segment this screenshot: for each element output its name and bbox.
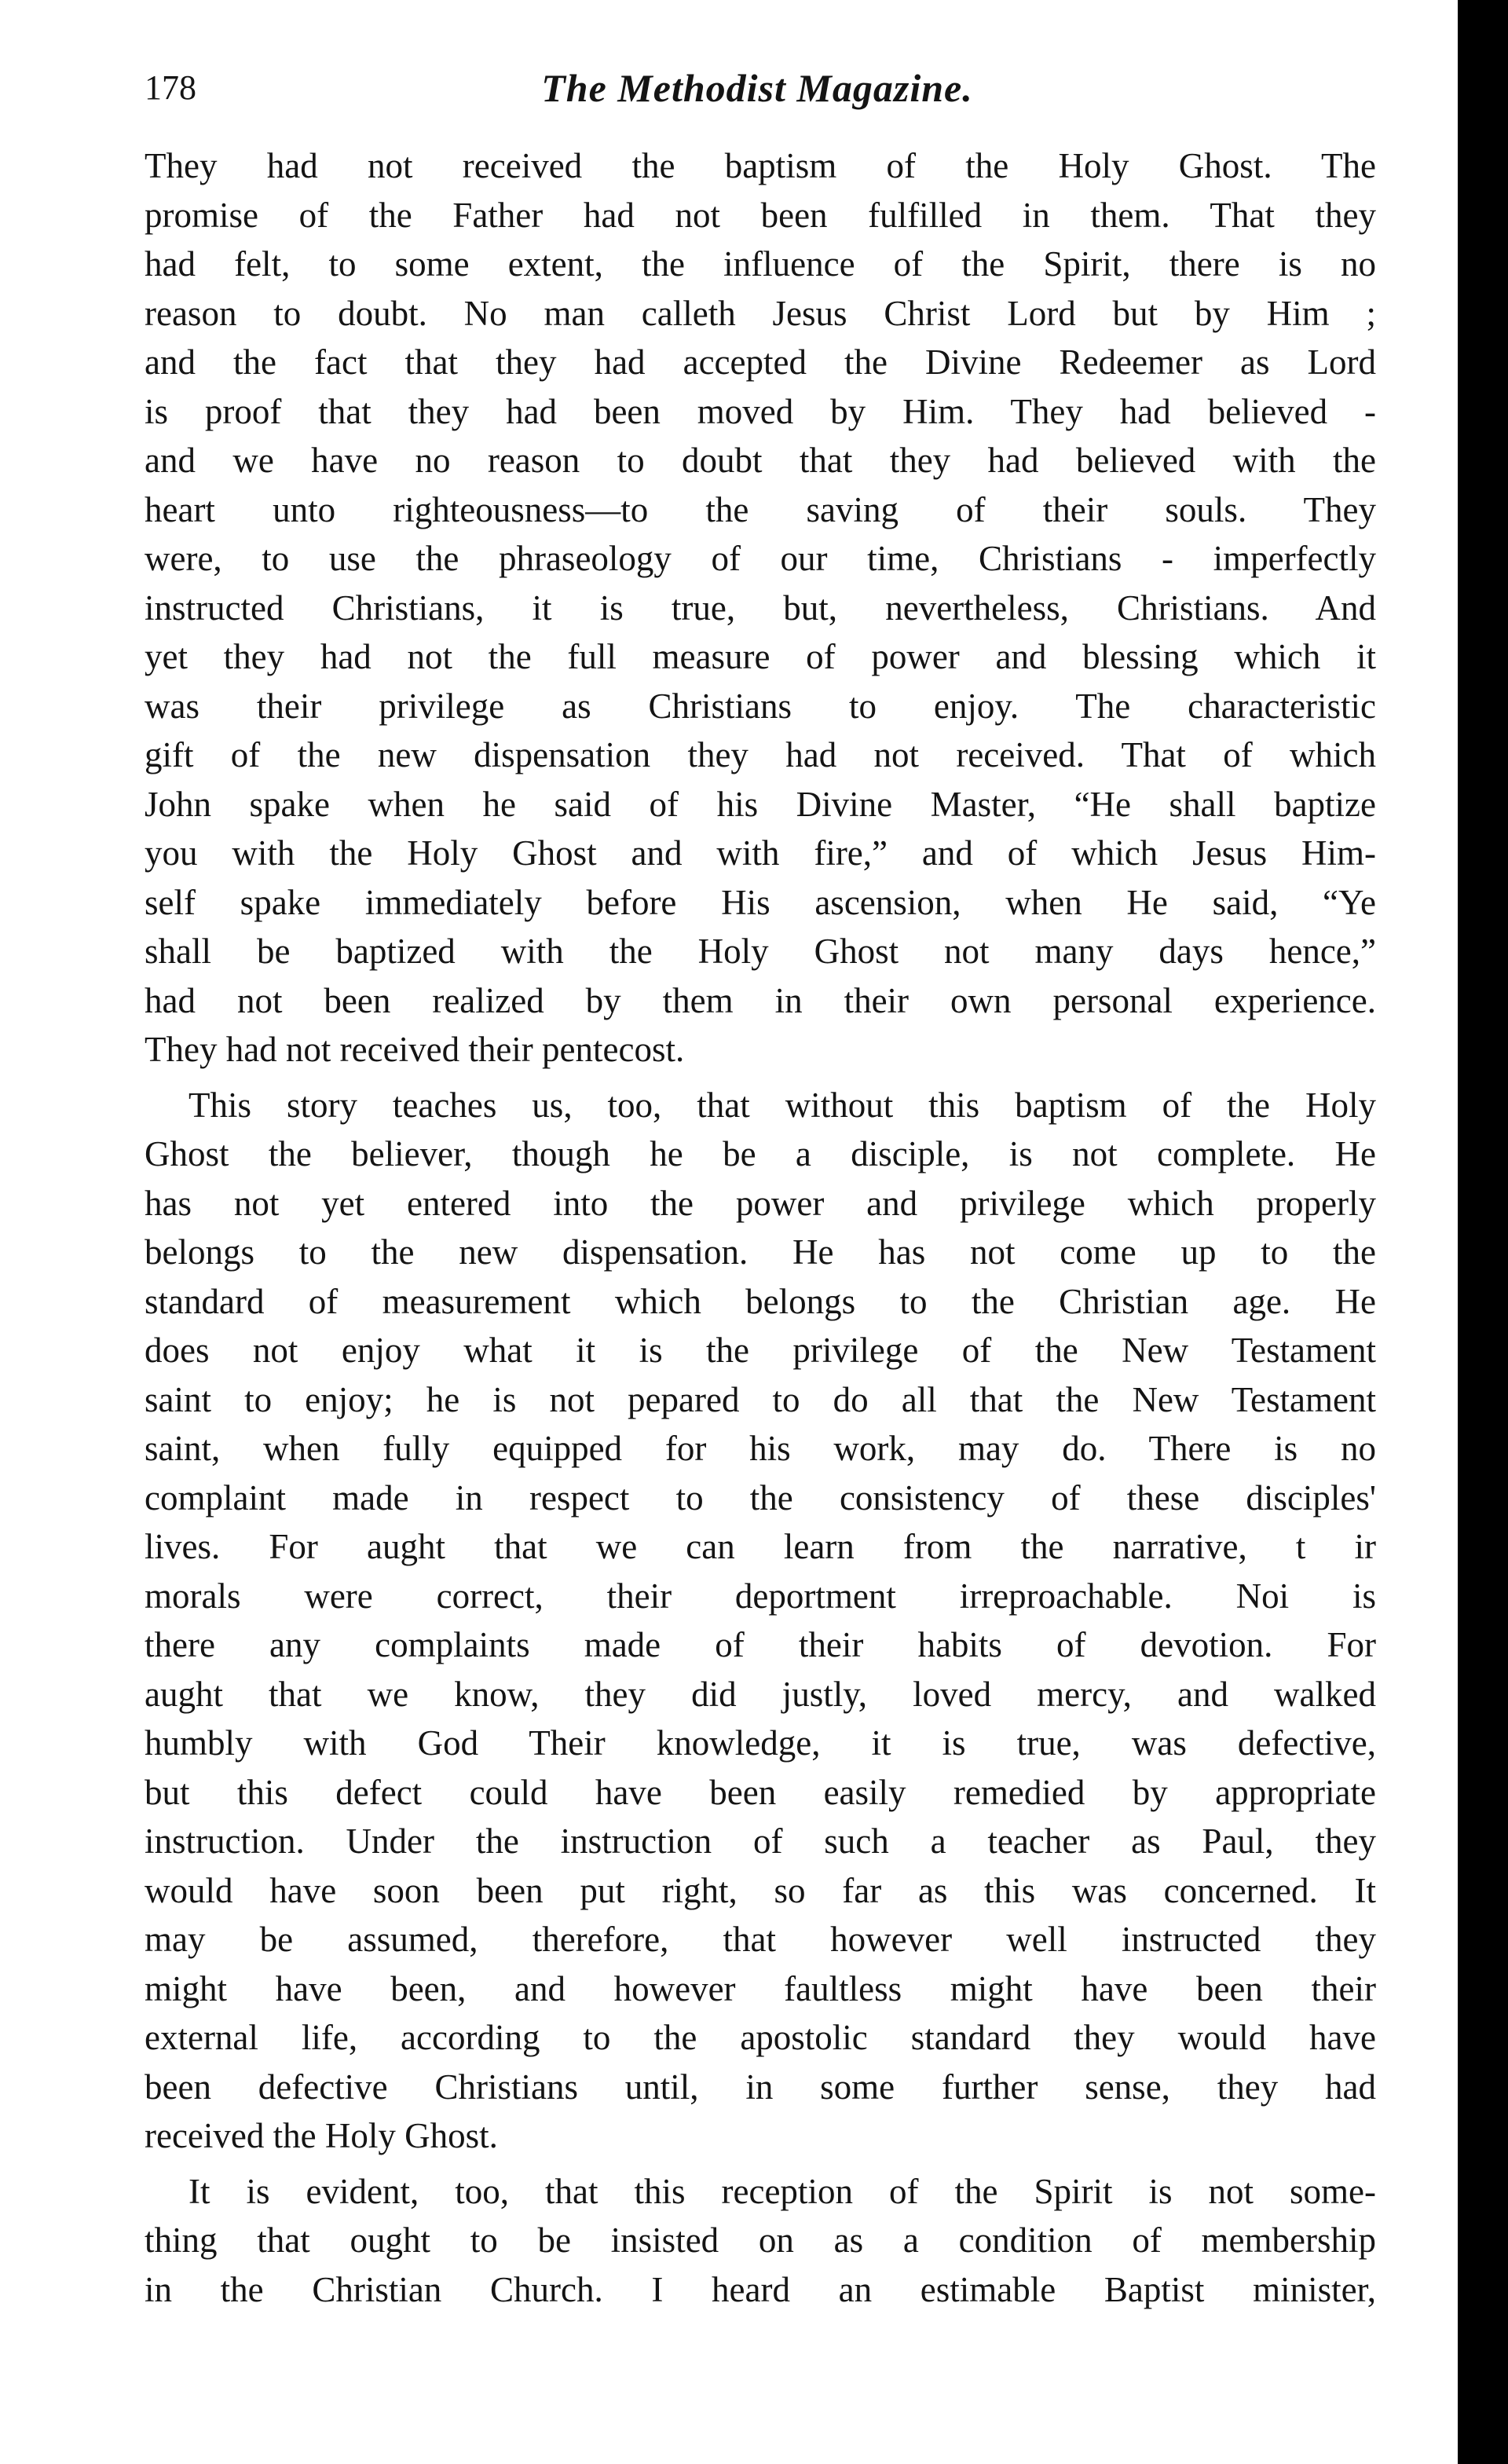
text-line: complaint made in respect to the consistency of these disciples' [145, 1477, 1376, 1518]
text-line: is proof that they had been moved by Him. They had believed - [145, 391, 1376, 431]
text-line: heart unto righteousness—to the saving of their souls. They [145, 489, 1376, 529]
text-line: humbly with God Their knowledge, it is true, was defective, [145, 1723, 1376, 1763]
text-line: might have been, and however faultless might have been their [145, 1968, 1376, 2008]
text-line: aught that we know, they did justly, loved mercy, and walked [145, 1674, 1376, 1714]
text-line: in the Christian Church. I heard an estimable Baptist minister, [145, 2269, 1376, 2309]
text-line: instruction. Under the instruction of such a teacher as Paul, they [145, 1821, 1376, 1861]
text-line: standard of measurement which belongs to the Christian age. He [145, 1281, 1376, 1321]
text-line: was their privilege as Christians to enjoy. The characteristic [145, 686, 1376, 726]
text-line: reason to doubt. No man calleth Jesus Christ Lord but by Him ; [145, 293, 1376, 333]
paragraph [145, 2167, 1376, 2315]
text-line: there any complaints made of their habits of devotion. For [145, 1625, 1376, 1664]
text-line: yet they had not the full measure of power and blessing which it [145, 637, 1376, 676]
text-line: self spake immediately before His ascension, when He said, “Ye [145, 882, 1376, 922]
text-line: does not enjoy what it is the privilege of the New Testament [145, 1331, 1376, 1370]
text-line: received the Holy Ghost. [145, 2116, 498, 2155]
text-line: morals were correct, their deportment irreproachable. Noi is [145, 1576, 1376, 1616]
text-line: you with the Holy Ghost and with fire,” and of which Jesus Him- [145, 833, 1376, 873]
text-line: gift of the new dispensation they had not received. That of which [145, 735, 1376, 774]
text-line: has not yet entered into the power and privilege which properly [145, 1183, 1376, 1223]
text-line: saint to enjoy; he is not pepared to do all that the New Testament [145, 1379, 1376, 1419]
text-line: This story teaches us, too, that without this baptism of the Holy [188, 1085, 1376, 1125]
text-line: may be assumed, therefore, that however well instructed they [145, 1920, 1376, 1959]
text-line: saint, when fully equipped for his work, may do. There is no [145, 1429, 1376, 1468]
paragraph-gap [145, 1075, 1376, 1081]
text-line: belongs to the new dispensation. He has not come up to the [145, 1232, 1376, 1272]
text-line: They had not received their pentecost. [145, 1030, 685, 1069]
text-line: Ghost the believer, though he be a disciple, is not complete. He [145, 1134, 1376, 1173]
page-number: 178 [145, 68, 196, 107]
text-line: external life, according to the apostolic standard they would have [145, 2018, 1376, 2057]
text-line: been defective Christians until, in some further sense, they had [145, 2067, 1376, 2107]
text-line: thing that ought to be insisted on as a condition of membership [145, 2221, 1376, 2260]
text-line: John spake when he said of his Divine Master, “He shall baptize [145, 784, 1376, 824]
running-title: The Methodist Magazine. [541, 66, 973, 110]
text-line: and we have no reason to doubt that they had believed with the [145, 441, 1376, 480]
text-line: lives. For aught that we can learn from the narrative, t ir [145, 1527, 1376, 1566]
text-line: It is evident, too, that this reception of the Spirit is not some- [188, 2171, 1376, 2211]
text-line: would have soon been put right, so far as this was concerned. It [145, 1870, 1376, 1910]
body-text [145, 141, 1376, 2314]
paragraph [145, 1081, 1376, 2161]
text-line: had felt, to some extent, the influence of the Spirit, there is no [145, 244, 1376, 284]
paragraph [145, 141, 1376, 1075]
text-line: and the fact that they had accepted the Divine Redeemer as Lord [145, 342, 1376, 382]
text-line: instructed Christians, it is true, but, nevertheless, Christians. And [145, 588, 1376, 628]
paragraph-gap [145, 2161, 1376, 2167]
scan-edge-bar [1458, 0, 1508, 2464]
text-line: had not been realized by them in their own personal experience. [145, 980, 1376, 1020]
page-header [145, 57, 1370, 119]
text-line: They had not received the baptism of the Holy Ghost. The [145, 146, 1376, 185]
text-line: shall be baptized with the Holy Ghost not many days hence,” [145, 932, 1376, 971]
text-line: were, to use the phraseology of our time, Christians - imperfectly [145, 539, 1376, 578]
text-line: promise of the Father had not been fulfilled in them. That they [145, 195, 1376, 235]
text-line: but this defect could have been easily remedied by appropriate [145, 1772, 1376, 1812]
